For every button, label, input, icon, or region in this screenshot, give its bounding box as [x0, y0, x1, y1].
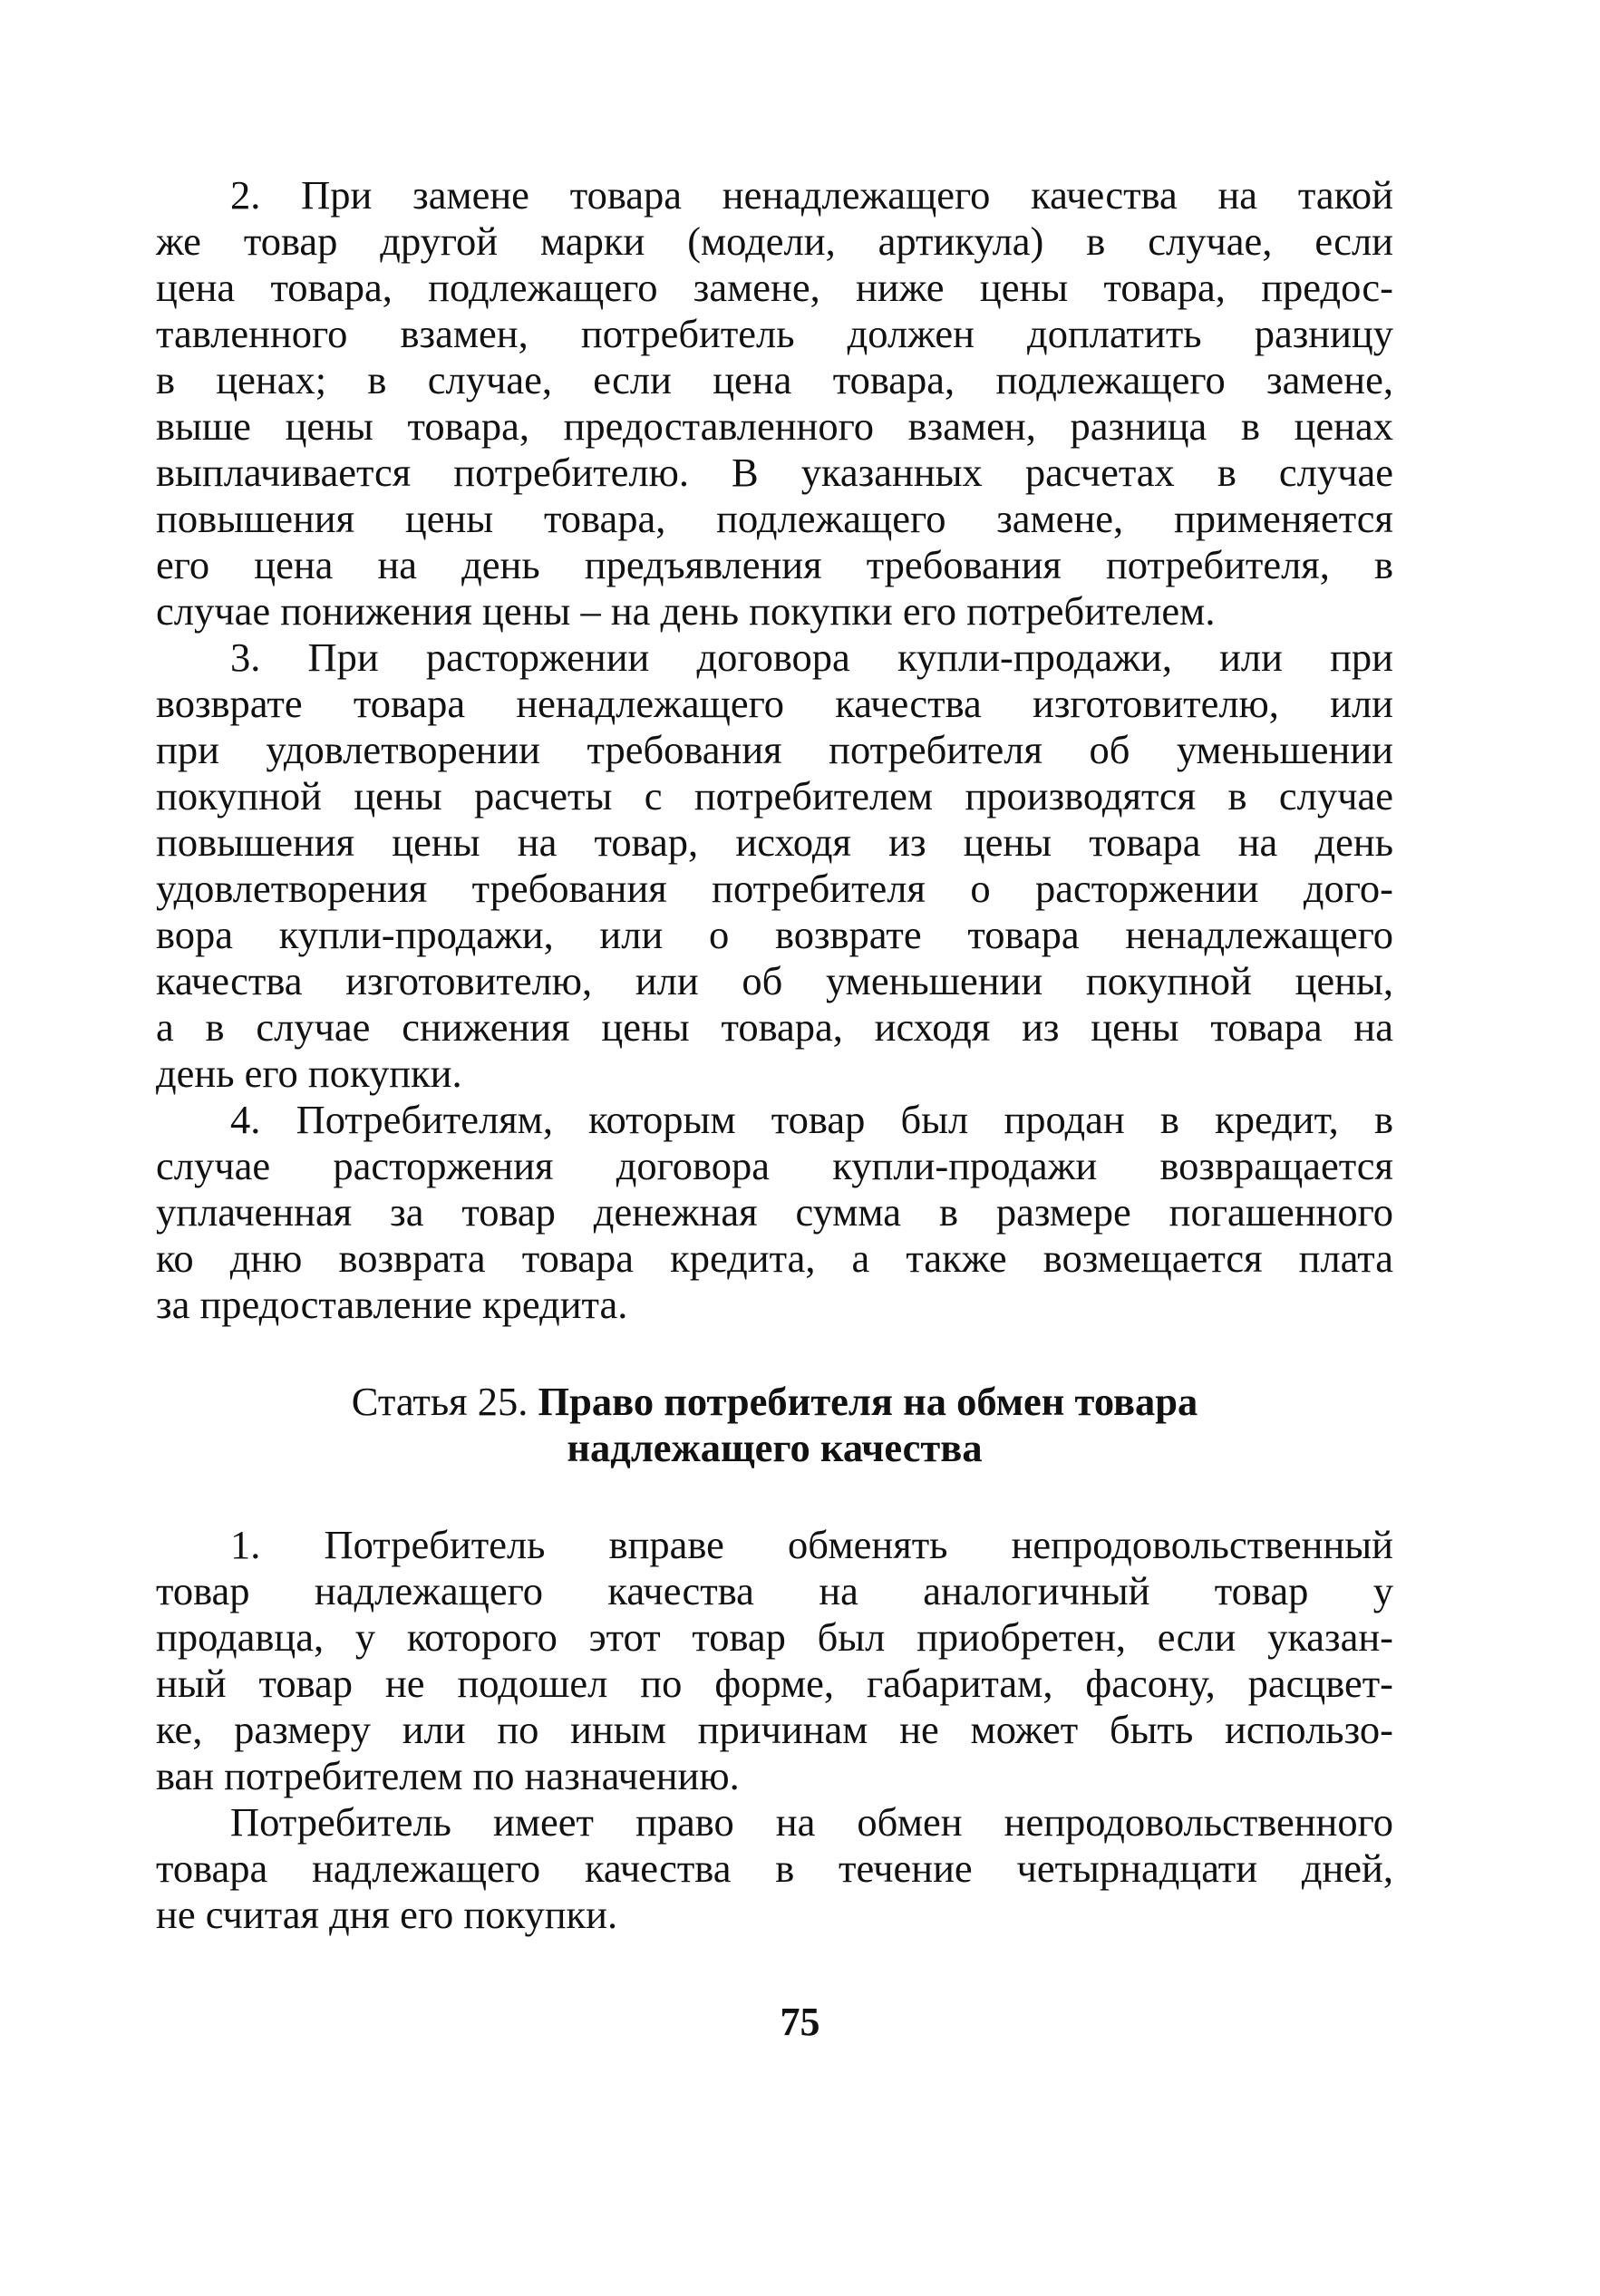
text-line: товара надлежащего качества в течение четырнадцати дней,: [156, 1846, 1393, 1891]
text-line: случае расторжения договора купли-продажи возвращается: [156, 1143, 1393, 1188]
paragraph: [156, 172, 1393, 635]
text-line: качества изготовителю, или об уменьшении покупной цены,: [156, 958, 1393, 1003]
text-line: при удовлетворении требования потребителя об уменьшении: [156, 727, 1393, 772]
text-line: ке, размеру или по иным причинам не может быть использо-: [156, 1707, 1393, 1752]
text-line: же товар другой марки (модели, артикула) в случае, если: [156, 218, 1393, 264]
text-line: ко дню возврата товара кредита, а также возмещается плата: [156, 1235, 1393, 1281]
text-line: тавленного взамен, потребитель должен доплатить разницу: [156, 311, 1393, 356]
text-line: продавца, у которого этот товар был приобретен, если указан-: [156, 1614, 1393, 1660]
page-number: 75: [780, 2000, 820, 2044]
text-line: товар надлежащего качества на аналогичный товар у: [156, 1568, 1393, 1613]
paragraph: [156, 1097, 1393, 1328]
paragraph: [156, 635, 1393, 1097]
text-line: случае понижения цены – на день покупки его потребителем.: [156, 588, 1216, 634]
text-line: 2. При замене товара ненадлежащего качества на такой: [230, 172, 1393, 218]
article-title-part-2: надлежащего качества: [567, 1425, 983, 1470]
text-line: в ценах; в случае, если цена товара, подлежащего замене,: [156, 357, 1393, 402]
paragraphs-before: [156, 172, 1393, 1328]
text-line: ван потребителем по назначению.: [156, 1753, 740, 1798]
article-heading-line-1: [156, 1379, 1393, 1425]
paragraph: [156, 1799, 1393, 1938]
text-line: за предоставление кредита.: [156, 1282, 628, 1327]
text-line: Потребитель имеет право на обмен непродовольственного: [230, 1799, 1393, 1845]
text-line: ный товар не подошел по форме, габаритам, фасону, расцвет-: [156, 1661, 1393, 1706]
paragraphs-after: [156, 1522, 1393, 1938]
text-line: цена товара, подлежащего замене, ниже цены товара, предос-: [156, 265, 1393, 310]
text-line: повышения цены на товар, исходя из цены товара на день: [156, 819, 1393, 865]
text-line: вора купли-продажи, или о возврате товара ненадлежащего: [156, 912, 1393, 957]
text-line: выше цены товара, предоставленного взамен, разница в ценах: [156, 403, 1393, 449]
text-line: повышения цены товара, подлежащего замене, применяется: [156, 496, 1393, 541]
text-line: выплачивается потребителю. В указанных расчетах в случае: [156, 450, 1393, 495]
text-line: его цена на день предъявления требования потребителя, в: [156, 542, 1393, 587]
text-line: возврате товара ненадлежащего качества изготовителю, или: [156, 681, 1393, 726]
text-line: удовлетворения требования потребителя о расторжении дого-: [156, 866, 1393, 911]
article-heading: [156, 1379, 1393, 1471]
paragraph: [156, 1522, 1393, 1799]
article-number: Статья 25.: [351, 1379, 528, 1424]
article-title-part-1: Право потребителя на обмен товара: [538, 1379, 1198, 1424]
text-line: день его покупки.: [156, 1051, 462, 1096]
text-line: 3. При расторжении договора купли-продажи, или при: [230, 635, 1393, 680]
text-line: 4. Потребителям, которым товар был продан в кредит, в: [230, 1097, 1393, 1142]
text-line: уплаченная за товар денежная сумма в размере погашенного: [156, 1189, 1393, 1235]
page-body: [156, 172, 1393, 1938]
text-line: покупной цены расчеты с потребителем производятся в случае: [156, 773, 1393, 819]
text-line: 1. Потребитель вправе обменять непродовольственный: [230, 1522, 1393, 1567]
text-line: не считая дня его покупки.: [156, 1892, 618, 1937]
text-line: а в случае снижения цены товара, исходя из цены товара на: [156, 1004, 1393, 1050]
